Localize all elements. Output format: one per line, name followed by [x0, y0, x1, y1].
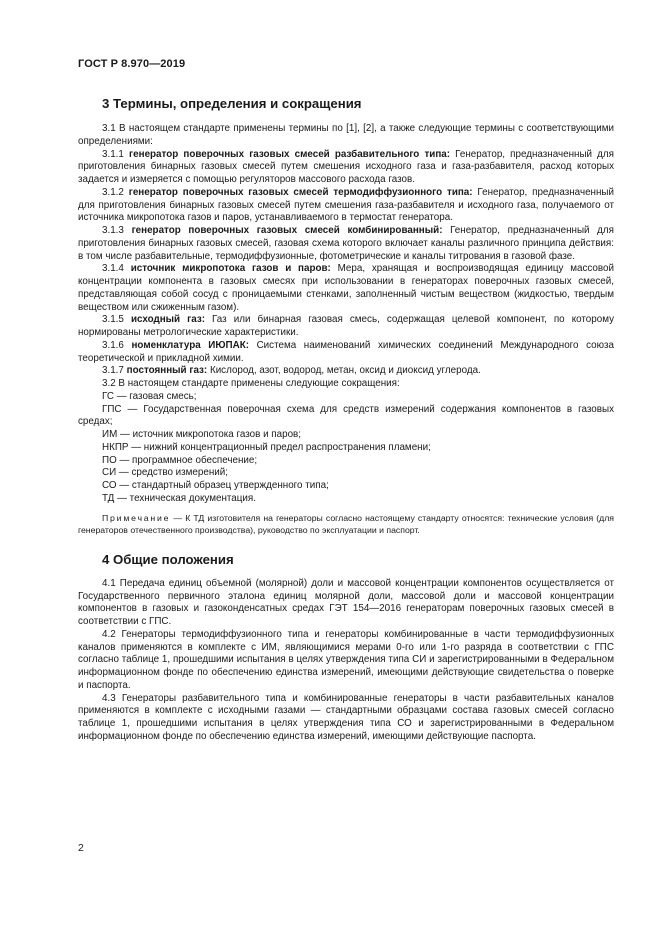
definition-term: генератор поверочных газовых смесей разбавительного типа: [129, 148, 451, 160]
abbreviation-item: ИМ — источник микропотока газов и паров; [102, 429, 302, 440]
definition-text: Генератор, предназначенный для приготовления бинарных газовых смесей путем смешения исходного газа и газа-разбавителя, расход которых задается и измеряется с помощью регуляторов массового расхода газов. [78, 148, 614, 185]
definition-text: Мера, хранящая и воспроизводящая единицу массовой концентрации компонента в газовых смесях при использовании в генераторах поверочных газовых смесей, представляющая собой сосуд с проницаемыми стенками, заполненный чистым веществом (жидкостью, твердым веществом или сжиженным газом). [78, 263, 614, 313]
definition-3-1-2 [78, 187, 614, 225]
definition-number: 3.1.1 [102, 148, 130, 160]
definition-text: Кислород, азот, водород, метан, оксид и диоксид углерода. [207, 365, 481, 377]
abbreviation-item: ТД — техническая документация. [102, 492, 256, 504]
abbreviation-item: СО — стандартный образец утвержденного типа; [102, 480, 329, 491]
abbreviation-item: СИ — средство измерений; [102, 467, 229, 479]
definition-text: Генератор, предназначенный для приготовления бинарных газовых смесей путем смешения газа-разбавителя и исходного газа, получаемого от источника микропотока газов и паров, устанавливаемого в термостат генератора. [78, 186, 614, 224]
page-number: 2 [78, 842, 84, 854]
definition-text: Генератор, предназначенный для приготовления бинарных газовых смесей, газовая схема которого включает каналы различного принципа действия: в том числе разбавительные, термодиффузионные, фотометрические и каналы титрования в газовой фазе. [78, 225, 614, 262]
definition-term: генератор поверочных газовых смесей термодиффузионного типа: [128, 186, 473, 198]
definition-number: 3.1.3 [102, 225, 132, 236]
section-4-title: 4 Общие положения [102, 551, 234, 567]
definition-number: 3.1.4 [102, 263, 131, 275]
note-label: Примечание [102, 512, 171, 523]
note-text: — К ТД изготовителя на генераторы согласно настоящему стандарту относятся: технические условия (для генераторов отечественного производства), руководство по эксплуатации и паспорт. [78, 512, 614, 535]
definition-text: Газ или бинарная газовая смесь, содержащая целевой компонент, по которому нормированы метрологические характеристики. [78, 314, 614, 338]
definition-3-1-6 [78, 340, 614, 366]
paragraph-4-1: 4.1 Передача единиц объемной (молярной) доли и массовой концентрации компонентов осуществляется от Государственного первичного эталона единиц молярной доли, массовой доли и массовой концентрации компонентов в газовых и газоконденсатных средах ГЭТ 154—2016 генераторам поверочных газовых смесей в соответствии с ГПС. [78, 577, 614, 628]
definition-3-1-1 [78, 149, 614, 187]
definition-term: номенклатура ИЮПАК: [131, 339, 249, 351]
paragraph-4-2: 4.2 Генераторы термодиффузионного типа и генераторы комбинированные в части термодиффузионных каналов применяются в комплекте с ИМ, являющимися мерами 0-го или 1-го разряда в соответствии с ГПС согласно таблице 1, прошедшими испытания в целях утверждения типа СИ и зарегистрированными в Федеральном информационном фонде по обеспечению единства измерений, имеющими действующие свидетельства о поверке и паспорта. [78, 628, 614, 691]
paragraph-3-2: 3.2 В настоящем стандарте применены следующие сокращения: [102, 378, 400, 389]
definition-3-1-4 [78, 263, 614, 314]
definition-term: постоянный газ: [126, 365, 208, 377]
abbreviation-item: ГПС — Государственная поверочная схема для средств измерений содержания компонентов в газовых средах; [78, 403, 614, 428]
document-page [78, 58, 614, 744]
definition-number: 3.1.7 [102, 365, 127, 377]
paragraph-3-1: 3.1 В настоящем стандарте применены термины по [1], [2], а также следующие термины с соответствующими определениями: [78, 123, 614, 147]
paragraph-4-3: 4.3 Генераторы разбавительного типа и комбинированные генераторы в части разбавительных каналов применяются в комплекте с исходными газами — стандартными образцами состава газовых смесей согласно таблице 1, прошедшими испытания в целях утверждения типа СО и зарегистрированными в Федеральном информационном фонде по обеспечению единства измерений, имеющими действующие паспорта. [78, 692, 614, 742]
definition-term: генератор поверочных газовых смесей комбинированный: [131, 225, 443, 236]
section-3-title: 3 Термины, определения и сокращения [102, 96, 362, 111]
definition-3-1-5 [78, 314, 614, 340]
document-header: ГОСТ Р 8.970—2019 [78, 58, 186, 70]
abbreviation-item: ПО — программное обеспечение; [102, 454, 258, 466]
definition-number: 3.1.2 [102, 186, 129, 198]
definition-number: 3.1.6 [102, 339, 132, 351]
definition-3-1-3 [78, 225, 614, 263]
note [78, 512, 614, 536]
definition-text: Система наименований химических соединений Международного союза теоретической и прикладной химии. [78, 339, 614, 364]
definition-number: 3.1.5 [102, 314, 131, 326]
abbreviation-item: ГС — газовая смесь; [102, 390, 197, 402]
definition-3-1-7 [78, 365, 614, 378]
definition-term: исходный газ: [130, 314, 205, 326]
abbreviation-item: НКПР — нижний концентрационный предел распространения пламени; [102, 441, 431, 453]
definition-term: источник микропотока газов и паров: [130, 263, 331, 275]
